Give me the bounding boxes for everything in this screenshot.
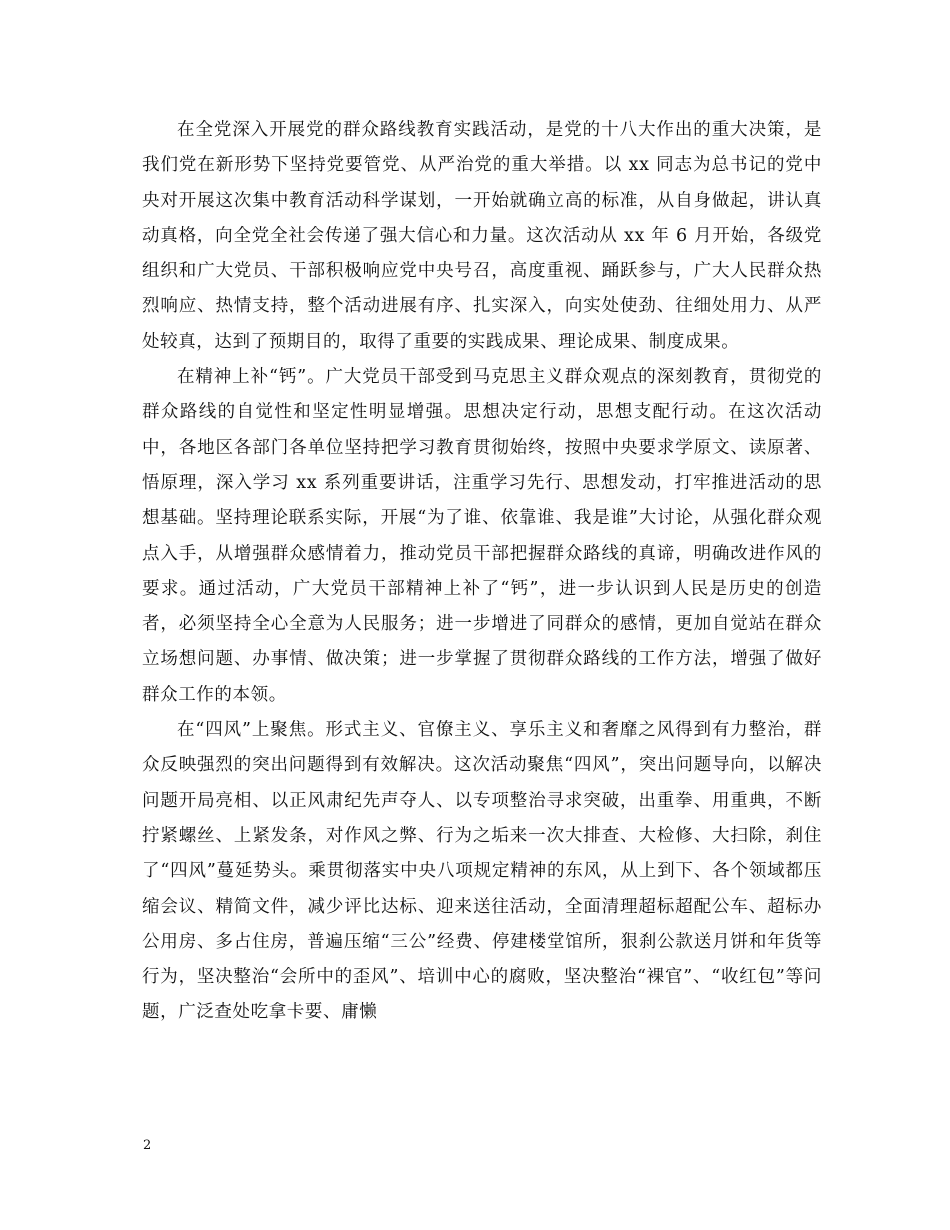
paragraph-3: 在“四风”上聚焦。形式主义、官僚主义、享乐主义和奢靡之风得到有力整治，群众反映强烈的突出问题得到有效解决。这次活动聚焦“四风”，突出问题导向，以解决问题开局亮相、以正风肃纪先声夺人、以专项整治寻求突破，出重拳、用重典，不断拧紧螺丝、上紧发条，对作风之弊、行为之垢来一次大排查、大检修、大扫除，刹住了“四风”蔓延势头。乘贯彻落实中央八项规定精神的东风，从上到下、各个领域都压缩会议、精简文件，减少评比达标、迎来送往活动，全面清理超标超配公车、超标办公用房、多占住房，普遍压缩“三公”经费、停建楼堂馆所，狠刹公款送月饼和年货等行为，坚决整治“会所中的歪风”、培训中心的腐败，坚决整治“裸官”、“收红包”等问题，广泛查处吃拿卡要、庸懒 [142, 720, 822, 1023]
page-number: 2 [143, 1138, 152, 1153]
paragraph-2: 在精神上补“钙”。广大党员干部受到马克思主义群众观点的深刻教育，贯彻党的群众路线的自觉性和坚定性明显增强。思想决定行动，思想支配行动。在这次活动中，各地区各部门各单位坚持把学习教育贯彻始终，按照中央要求学原文、读原著、悟原理，深入学习 xx 系列重要讲话，注重学习先行、思想发动，打牢推进活动的思想基础。坚持理论联系实际，开展“为了谁、依靠谁、我是谁”大讨论，从强化群众观点入手，从增强群众感情着力，推动党员干部把握群众路线的真谛，明确改进作风的要求。通过活动，广大党员干部精神上补了“钙”，进一步认识到人民是历史的创造者，必须坚持全心全意为人民服务；进一步增进了同群众的感情，更加自觉站在群众立场想问题、办事情、做决策；进一步掌握了贯彻群众路线的工作方法，增强了做好群众工作的本领。 [142, 367, 822, 705]
paragraph-1: 在全党深入开展党的群众路线教育实践活动，是党的十八大作出的重大决策，是我们党在新形势下坚持党要管党、从严治党的重大举措。以 xx 同志为总书记的党中央对开展这次集中教育活动科学谋划，一开始就确立高的标准，从自身做起，讲认真动真格，向全党全社会传递了强大信心和力量。这次活动从 xx 年 6 月开始，各级党组织和广大党员、干部积极响应党中央号召，高度重视、踊跃参与，广大人民群众热烈响应、热情支持，整个活动进展有序、扎实深入，向实处使劲、往细处用力、从严处较真，达到了预期目的，取得了重要的实践成果、理论成果、制度成果。 [142, 120, 822, 352]
body-text [142, 113, 822, 1031]
